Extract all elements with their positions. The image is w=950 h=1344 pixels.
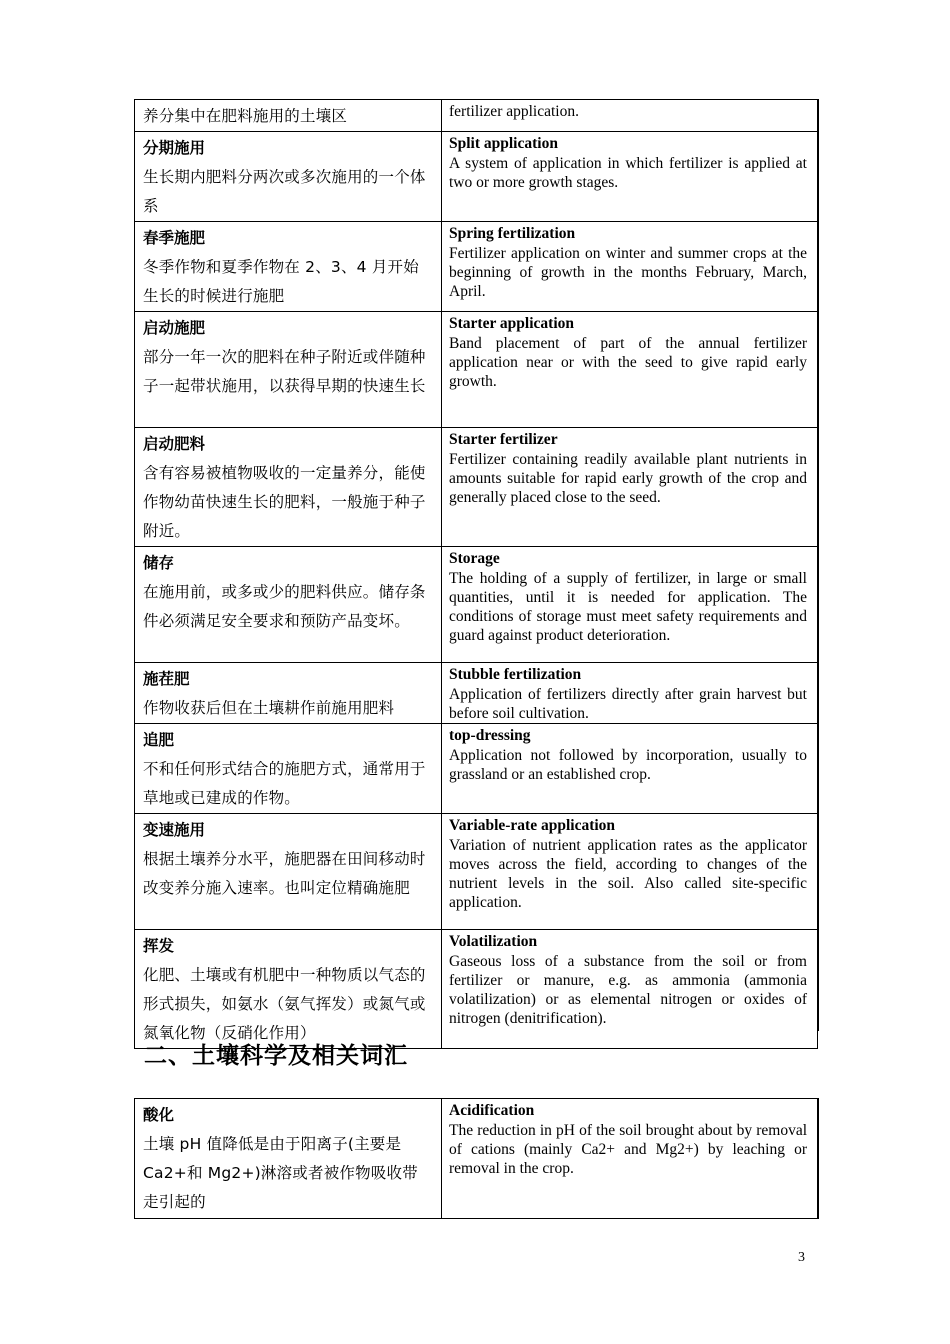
english-term: Variable-rate application [449,817,616,835]
table-shadow-edge [817,1098,819,1219]
chinese-cell [135,222,442,312]
chinese-term: 变速施用 [143,821,206,840]
english-term: Starter application [449,315,574,332]
chinese-definition: 作物收获后但在土壤耕作前施用肥料 [143,699,395,717]
english-definition: Gaseous loss of a substance from the soil or from fertilizer or manure, e.g. as ammonia (ammonia volatilization) or as elemental nitrogen or oxides of nitrogen (denitrification). [449,952,807,1028]
english-term: Volatilization [449,933,538,951]
glossary-row [135,814,818,930]
chinese-definition: 根据土壤养分水平，施肥器在田间移动时改变养分施入速率。也叫定位精确施肥 [143,850,426,898]
english-cell [442,1099,818,1219]
section-heading: 二、土壤科学及相关词汇 [144,1043,408,1069]
chinese-definition: 部分一年一次的肥料在种子附近或伴随种子一起带状施用，以获得早期的快速生长 [143,348,426,395]
chinese-term: 挥发 [143,937,175,956]
chinese-definition: 不和任何形式结合的施肥方式，通常用于草地或已建成的作物。 [143,760,426,808]
english-definition: Application of fertilizers directly after grain harvest but before soil cultivation. [449,685,807,722]
english-term: Starter fertilizer [449,431,558,448]
chinese-cell [135,547,442,663]
table-shadow-edge [817,99,819,1031]
chinese-cell [135,428,442,547]
english-definition: Fertilizer application on winter and summer crops at the beginning of growth in the months February, March, April. [449,244,807,301]
chinese-cell [135,100,442,132]
english-definition: The holding of a supply of fertilizer, in large or small quantities, until it is needed for application. The conditions of storage must meet safety requirements and guard against product deterioration. [449,569,807,645]
chinese-term: 春季施肥 [143,229,206,247]
chinese-term: 酸化 [143,1106,175,1124]
chinese-term: 追肥 [143,731,175,750]
chinese-cell [135,930,442,1049]
chinese-cell [135,1099,442,1219]
english-definition: A system of application in which fertilizer is applied at two or more growth stages. [449,154,807,191]
chinese-term: 启动肥料 [143,435,206,453]
english-cell [442,547,818,663]
glossary-table-body [135,1099,818,1219]
chinese-cell [135,312,442,428]
english-cell [442,312,818,428]
chinese-term: 储存 [143,554,175,572]
english-term: Acidification [449,1102,535,1119]
english-definition: Fertilizer containing readily available plant nutrients in amounts suitable for rapid early growth of the crop and generally placed close to the seed. [449,450,807,507]
english-cell [442,222,818,312]
english-cell [442,132,818,222]
chinese-term: 启动施肥 [143,319,206,337]
chinese-definition: 冬季作物和夏季作物在 2、3、4 月开始生长的时候进行施肥 [143,258,419,305]
chinese-definition: 生长期内肥料分两次或多次施用的一个体系 [143,168,426,215]
english-cell [442,100,818,132]
english-cell [442,428,818,547]
glossary-row [135,428,818,547]
english-definition: Application not followed by incorporation, usually to grassland or an established crop. [449,746,807,783]
english-cell [442,663,818,724]
chinese-definition: 含有容易被植物吸收的一定量养分，能使作物幼苗快速生长的肥料，一般施于种子附近。 [143,464,426,540]
english-term: Spring fertilization [449,225,576,242]
glossary-row [135,312,818,428]
glossary-row [135,930,818,1049]
chinese-cell [135,724,442,814]
glossary-row [135,724,818,814]
glossary-table-soil-science [134,1098,818,1219]
glossary-row [135,132,818,222]
chinese-definition: 在施用前，或多或少的肥料供应。储存条件必须满足安全要求和预防产品变坏。 [143,583,426,630]
chinese-definition: 土壤 pH 值降低是由于阳离子(主要是 Ca2+和 Mg2+)淋溶或者被作物吸收带走引起的 [143,1135,418,1211]
chinese-definition: 养分集中在肥料施用的土壤区 [143,107,348,125]
glossary-row [135,222,818,312]
english-definition: Variation of nutrient application rates as the applicator moves across the field, according to changes of the nutrient levels in the soil. Also called site-specific application. [449,836,807,912]
glossary-table-body [135,100,818,1049]
english-term: Stubble fertilization [449,666,582,683]
english-term: Split application [449,135,558,152]
chinese-definition: 化肥、土壤或有机肥中一种物质以气态的形式损失，如氨水（氨气挥发）或氮气或氮氧化物（反硝化作用） [143,966,426,1043]
glossary-row [135,663,818,724]
english-term: Storage [449,550,500,567]
english-cell [442,724,818,814]
english-definition: Band placement of part of the annual fertilizer application near or with the seed to give rapid early growth. [449,334,807,391]
page-number: 3 [798,1250,805,1265]
english-cell [442,814,818,930]
english-term: top-dressing [449,727,531,745]
glossary-table-fertilizer [134,99,818,1049]
english-cell [442,930,818,1049]
glossary-row [135,547,818,663]
glossary-row [135,100,818,132]
glossary-row [135,1099,818,1219]
chinese-cell [135,663,442,724]
english-definition: fertilizer application. [449,103,579,120]
english-definition: The reduction in pH of the soil brought about by removal of cations (mainly Ca2+ and Mg2+) by leaching or removal in the crop. [449,1121,807,1178]
chinese-cell [135,132,442,222]
chinese-cell [135,814,442,930]
chinese-term: 施茬肥 [143,670,190,688]
chinese-term: 分期施用 [143,139,206,157]
